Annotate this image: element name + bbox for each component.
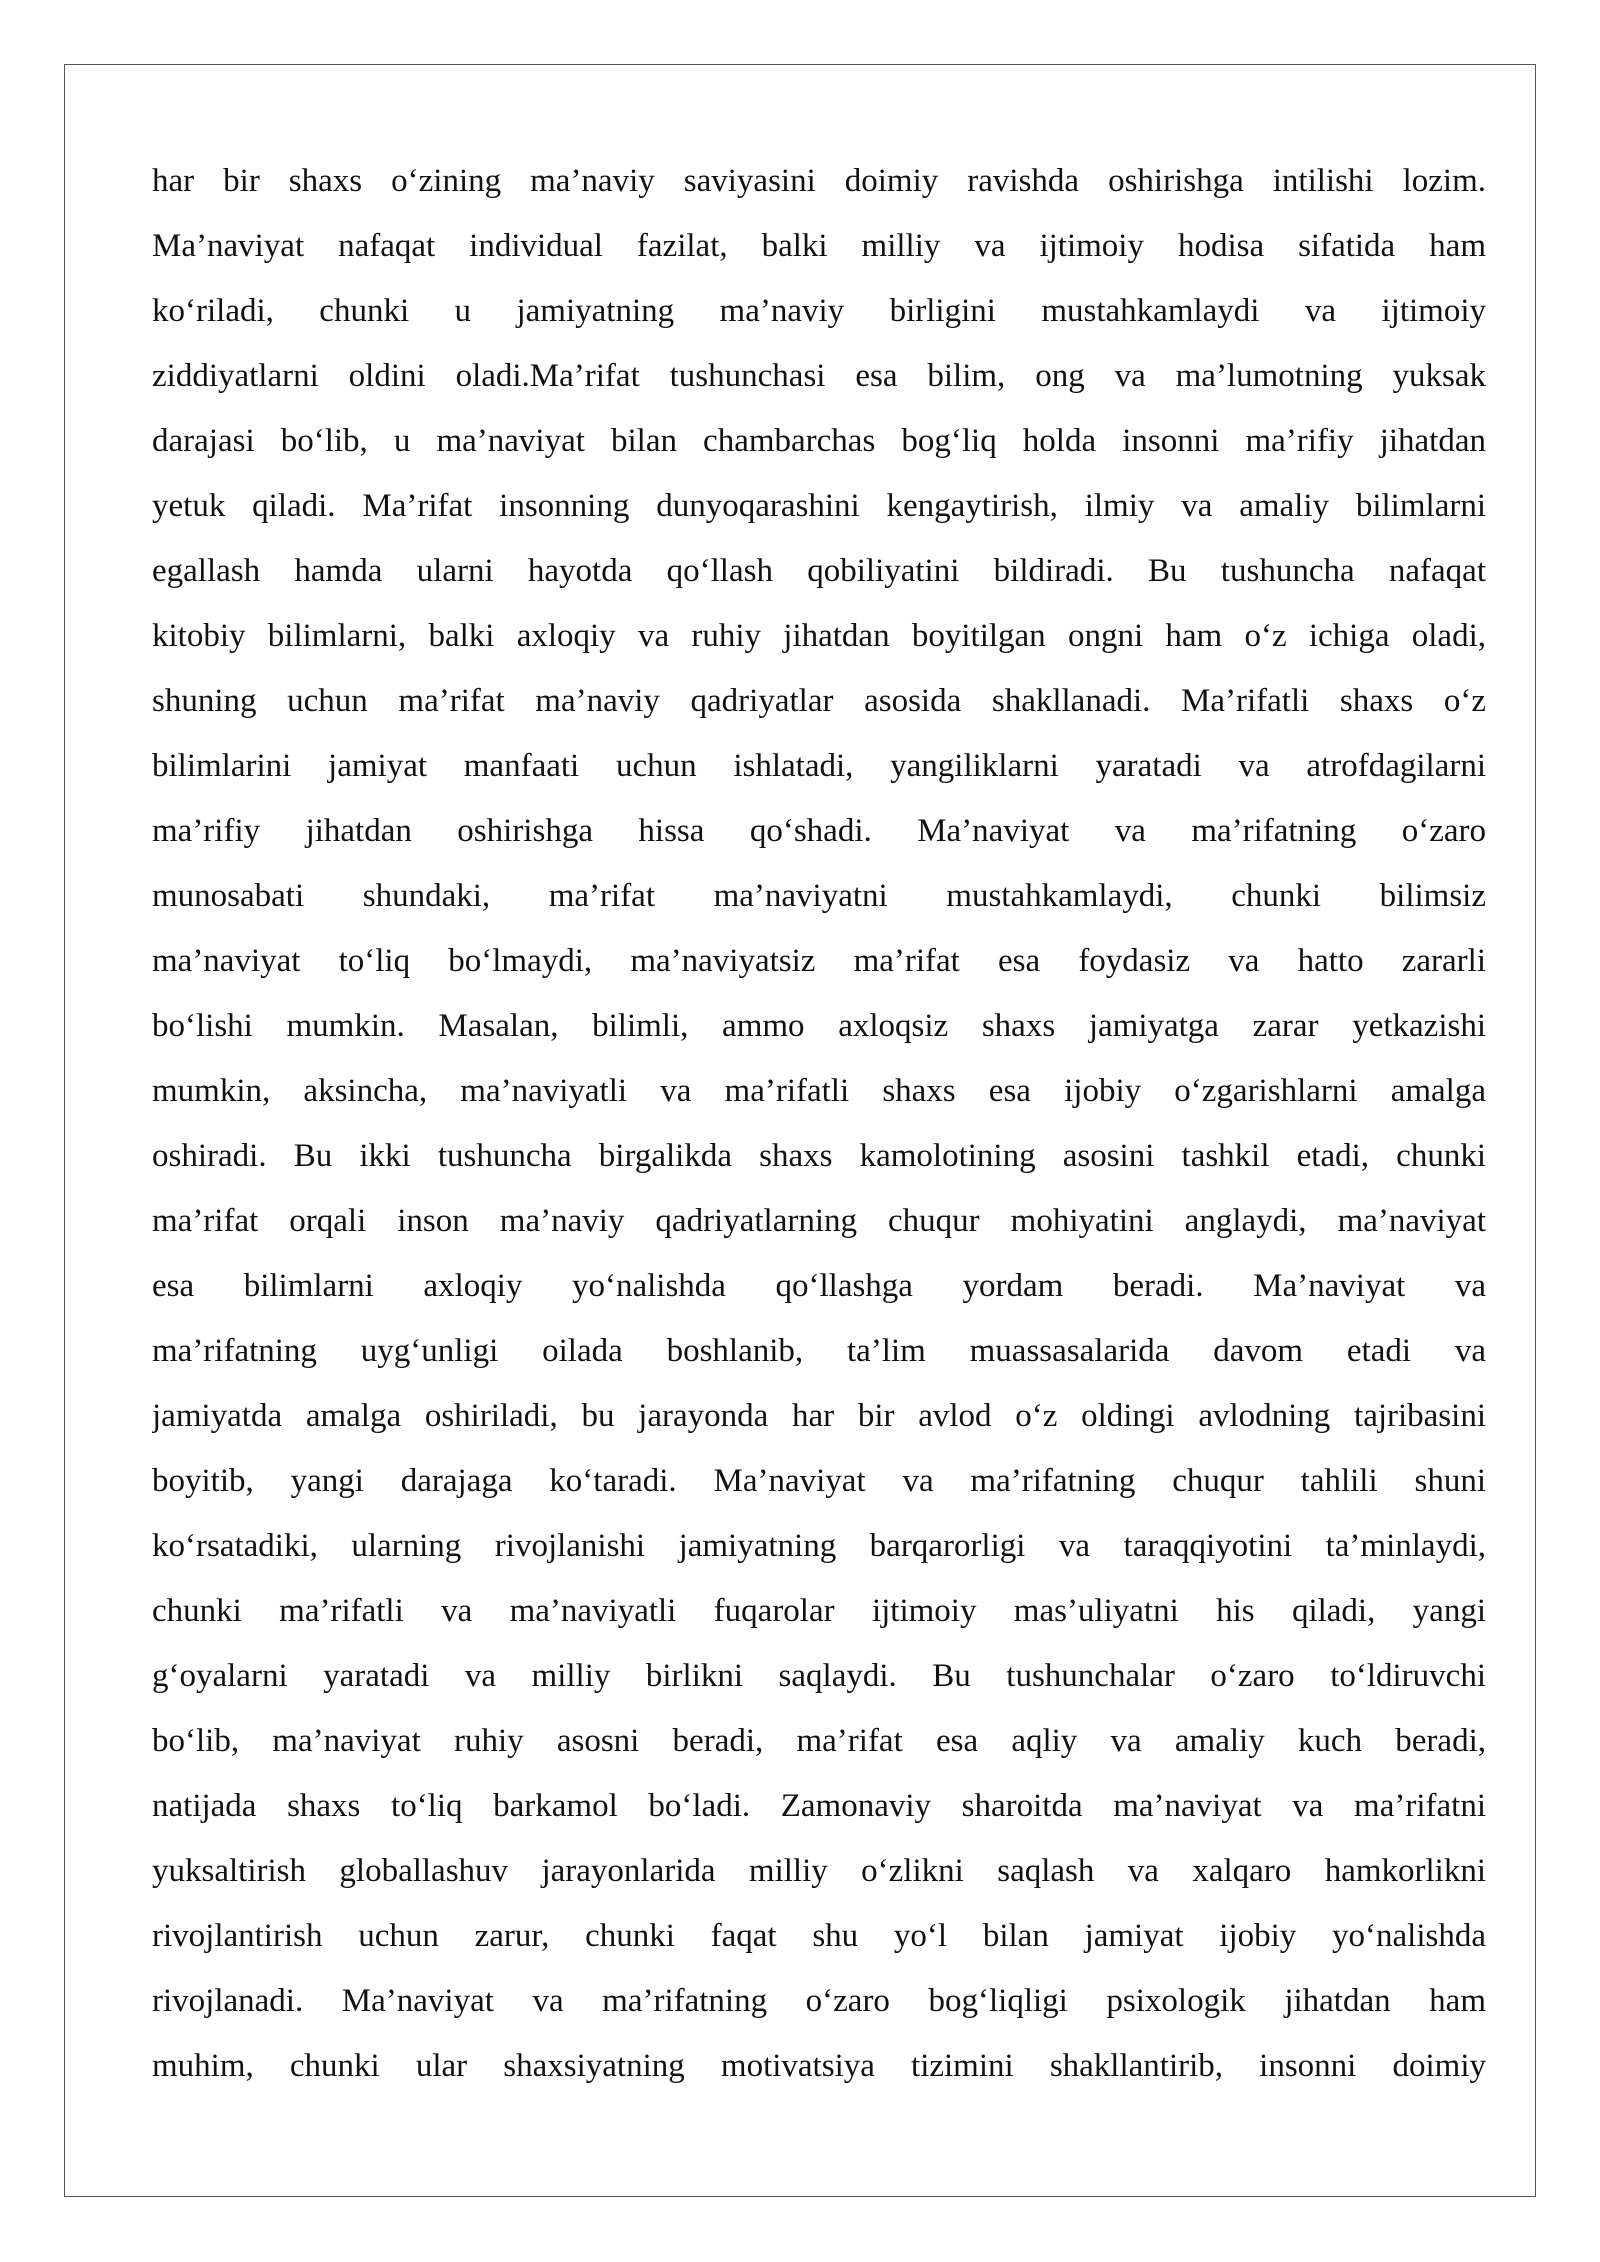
text-line: ziddiyatlarni oldini oladi.Ma’rifat tushunchasi esa bilim, ong va ma’lumotning yuksak — [152, 358, 1486, 394]
text-line: bo‘lib, ma’naviyat ruhiy asosni beradi, ma’rifat esa aqliy va amaliy kuch beradi, — [152, 1723, 1486, 1759]
text-line: ma’rifiy jihatdan oshirishga hissa qo‘shadi. Ma’naviyat va ma’rifatning o‘zaro — [152, 813, 1486, 849]
text-line: munosabati shundaki, ma’rifat ma’naviyatni mustahkamlaydi, chunki bilimsiz — [152, 878, 1486, 914]
text-line: muhim, chunki ular shaxsiyatning motivatsiya tizimini shakllantirib, insonni doimiy — [152, 2048, 1486, 2084]
text-line: ma’rifat orqali inson ma’naviy qadriyatlarning chuqur mohiyatini anglaydi, ma’naviyat — [152, 1203, 1486, 1239]
text-line: boyitib, yangi darajaga ko‘taradi. Ma’naviyat va ma’rifatning chuqur tahlili shuni — [152, 1463, 1486, 1499]
text-line: natijada shaxs to‘liq barkamol bo‘ladi. Zamonaviy sharoitda ma’naviyat va ma’rifatni — [152, 1788, 1486, 1824]
text-line: yetuk qiladi. Ma’rifat insonning dunyoqarashini kengaytirish, ilmiy va amaliy bilimlarni — [152, 488, 1486, 524]
text-line: g‘oyalarni yaratadi va milliy birlikni saqlaydi. Bu tushunchalar o‘zaro to‘ldiruvchi — [152, 1658, 1486, 1694]
text-line: ma’rifatning uyg‘unligi oilada boshlanib, ta’lim muassasalarida davom etadi va — [152, 1333, 1486, 1369]
text-line: Ma’naviyat nafaqat individual fazilat, balki milliy va ijtimoiy hodisa sifatida ham — [152, 228, 1486, 264]
text-line: esa bilimlarni axloqiy yo‘nalishda qo‘llashga yordam beradi. Ma’naviyat va — [152, 1268, 1486, 1304]
text-line: yuksaltirish globallashuv jarayonlarida milliy o‘zlikni saqlash va xalqaro hamkorlikni — [152, 1853, 1486, 1889]
text-line: rivojlantirish uchun zarur, chunki faqat shu yo‘l bilan jamiyat ijobiy yo‘nalishda — [152, 1918, 1486, 1954]
text-line: mumkin, aksincha, ma’naviyatli va ma’rifatli shaxs esa ijobiy o‘zgarishlarni amalga — [152, 1073, 1486, 1109]
text-line: oshiradi. Bu ikki tushuncha birgalikda shaxs kamolotining asosini tashkil etadi, chunki — [152, 1138, 1486, 1174]
body-paragraph — [152, 149, 1486, 2099]
text-line: jamiyatda amalga oshiriladi, bu jarayonda har bir avlod o‘z oldingi avlodning tajribasini — [152, 1398, 1486, 1434]
text-line: kitobiy bilimlarni, balki axloqiy va ruhiy jihatdan boyitilgan ongni ham o‘z ichiga oladi, — [152, 618, 1486, 654]
text-line: bo‘lishi mumkin. Masalan, bilimli, ammo axloqsiz shaxs jamiyatga zarar yetkazishi — [152, 1008, 1486, 1044]
text-line: chunki ma’rifatli va ma’naviyatli fuqarolar ijtimoiy mas’uliyatni his qiladi, yangi — [152, 1593, 1486, 1629]
text-line: ko‘riladi, chunki u jamiyatning ma’naviy birligini mustahkamlaydi va ijtimoiy — [152, 293, 1486, 329]
text-line: egallash hamda ularni hayotda qo‘llash qobiliyatini bildiradi. Bu tushuncha nafaqat — [152, 553, 1486, 589]
text-line: rivojlanadi. Ma’naviyat va ma’rifatning o‘zaro bog‘liqligi psixologik jihatdan ham — [152, 1983, 1486, 2019]
text-line: har bir shaxs o‘zining ma’naviy saviyasini doimiy ravishda oshirishga intilishi lozim. — [152, 163, 1486, 199]
text-line: darajasi bo‘lib, u ma’naviyat bilan chambarchas bog‘liq holda insonni ma’rifiy jihatdan — [152, 423, 1486, 459]
text-line: ko‘rsatadiki, ularning rivojlanishi jamiyatning barqarorligi va taraqqiyotini ta’minlaydi, — [152, 1528, 1486, 1564]
text-line: shuning uchun ma’rifat ma’naviy qadriyatlar asosida shakllanadi. Ma’rifatli shaxs o‘z — [152, 683, 1486, 719]
text-line: ma’naviyat to‘liq bo‘lmaydi, ma’naviyatsiz ma’rifat esa foydasiz va hatto zararli — [152, 943, 1486, 979]
text-line: bilimlarini jamiyat manfaati uchun ishlatadi, yangiliklarni yaratadi va atrofdagilarni — [152, 748, 1486, 784]
